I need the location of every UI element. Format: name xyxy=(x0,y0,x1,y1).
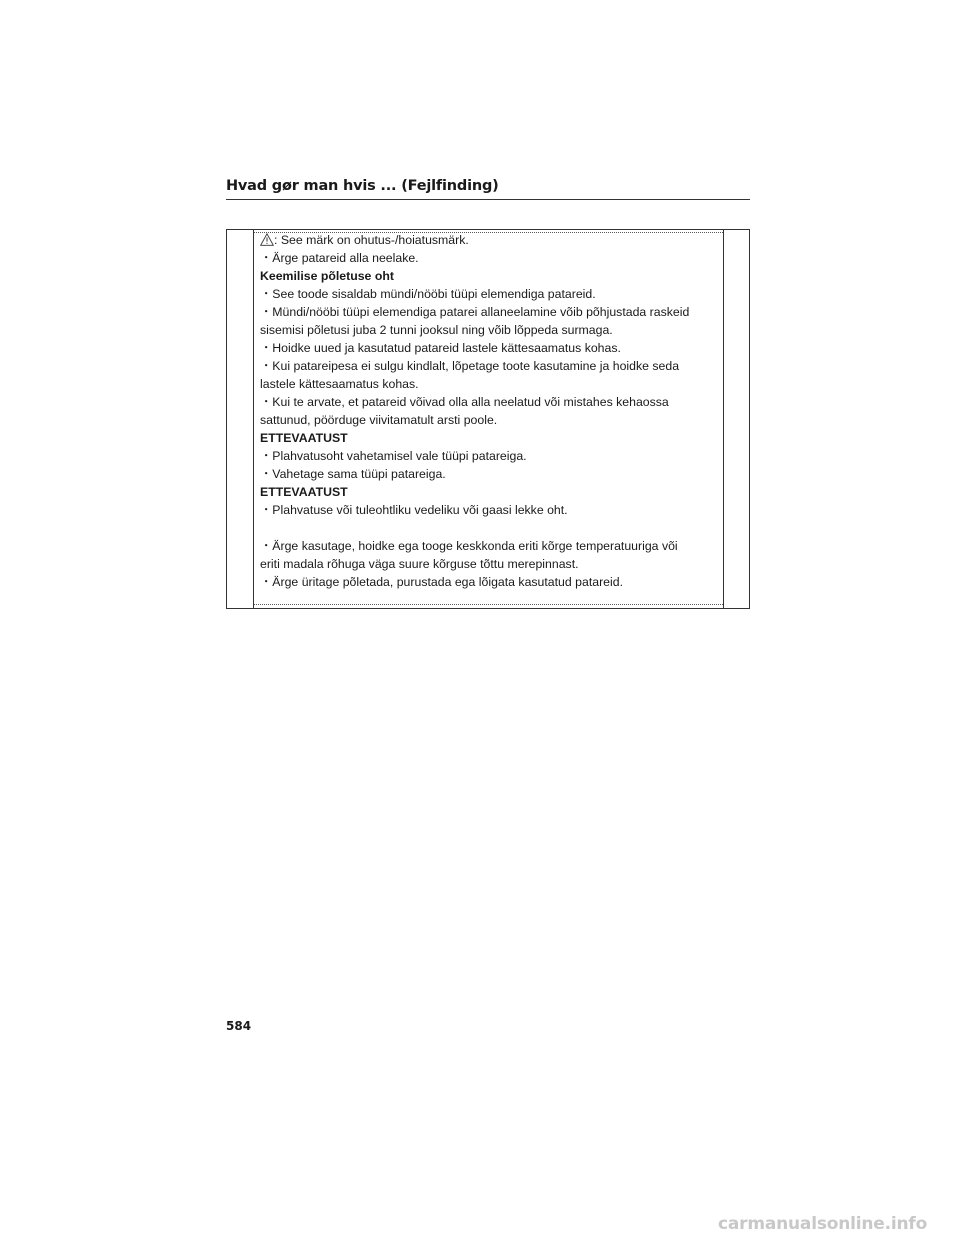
notice-text-line: ・Kui patareipesa ei sulgu kindlalt, lõpetage toote kasutamine ja hoidke seda xyxy=(260,359,680,373)
notice-left-border xyxy=(253,230,254,608)
watermark-text: carmanualsonline.info xyxy=(718,1214,928,1234)
page-number: 584 xyxy=(226,1019,252,1033)
notice-text-line: ・Ärge kasutage, hoidke ega tooge keskkonda eriti kõrge temperatuuriga või xyxy=(260,539,678,553)
notice-text-line: ・Ärge üritage põletada, purustada ega lõigata kasutatud patareid. xyxy=(260,575,624,589)
notice-text-line: lastele kättesaamatus kohas. xyxy=(260,377,419,391)
safety-notice-content xyxy=(260,231,720,591)
notice-text-line xyxy=(260,519,720,537)
notice-text-line: sattunud, pöörduge viivitamatult arsti poole. xyxy=(260,413,498,427)
warning-triangle-icon xyxy=(260,233,274,246)
notice-icon-caption: : See märk on ohutus-/hoiatusmärk. xyxy=(274,233,469,247)
notice-text-line: ・Plahvatuse või tuleohtliku vedeliku või gaasi lekke oht. xyxy=(260,503,568,517)
notice-text-line: ・Mündi/nööbi tüüpi elemendiga patarei allaneelamine võib põhjustada raskeid xyxy=(260,305,690,319)
notice-text-line: ・Ärge patareid alla neelake. xyxy=(260,251,419,265)
notice-lines xyxy=(260,249,720,591)
notice-text-line: ・Vahetage sama tüüpi patareiga. xyxy=(260,467,446,481)
notice-bottom-dotted-rule xyxy=(254,604,723,605)
header-divider xyxy=(226,199,750,200)
notice-text-line: ・Plahvatusoht vahetamisel vale tüüpi patareiga. xyxy=(260,449,527,463)
notice-text-line: ・Kui te arvate, et patareid võivad olla alla neelatud või mistahes kehaossa xyxy=(260,395,669,409)
notice-heading: ETTEVAATUST xyxy=(260,485,348,499)
notice-heading: Keemilise põletuse oht xyxy=(260,269,394,283)
notice-right-border xyxy=(723,230,724,608)
notice-text-line: ・See toode sisaldab mündi/nööbi tüüpi elemendiga patareid. xyxy=(260,287,596,301)
page-header-title: Hvad gør man hvis ... (Fejlfinding) xyxy=(226,178,499,194)
notice-text-line: sisemisi põletusi juba 2 tunni jooksul ning võib lõppeda surmaga. xyxy=(260,323,613,337)
notice-text-line: ・Hoidke uued ja kasutatud patareid lastele kättesaamatus kohas. xyxy=(260,341,621,355)
notice-heading: ETTEVAATUST xyxy=(260,431,348,445)
notice-text-line: eriti madala rõhuga väga suure kõrguse tõttu merepinnast. xyxy=(260,557,579,571)
notice-icon-line xyxy=(260,231,720,249)
